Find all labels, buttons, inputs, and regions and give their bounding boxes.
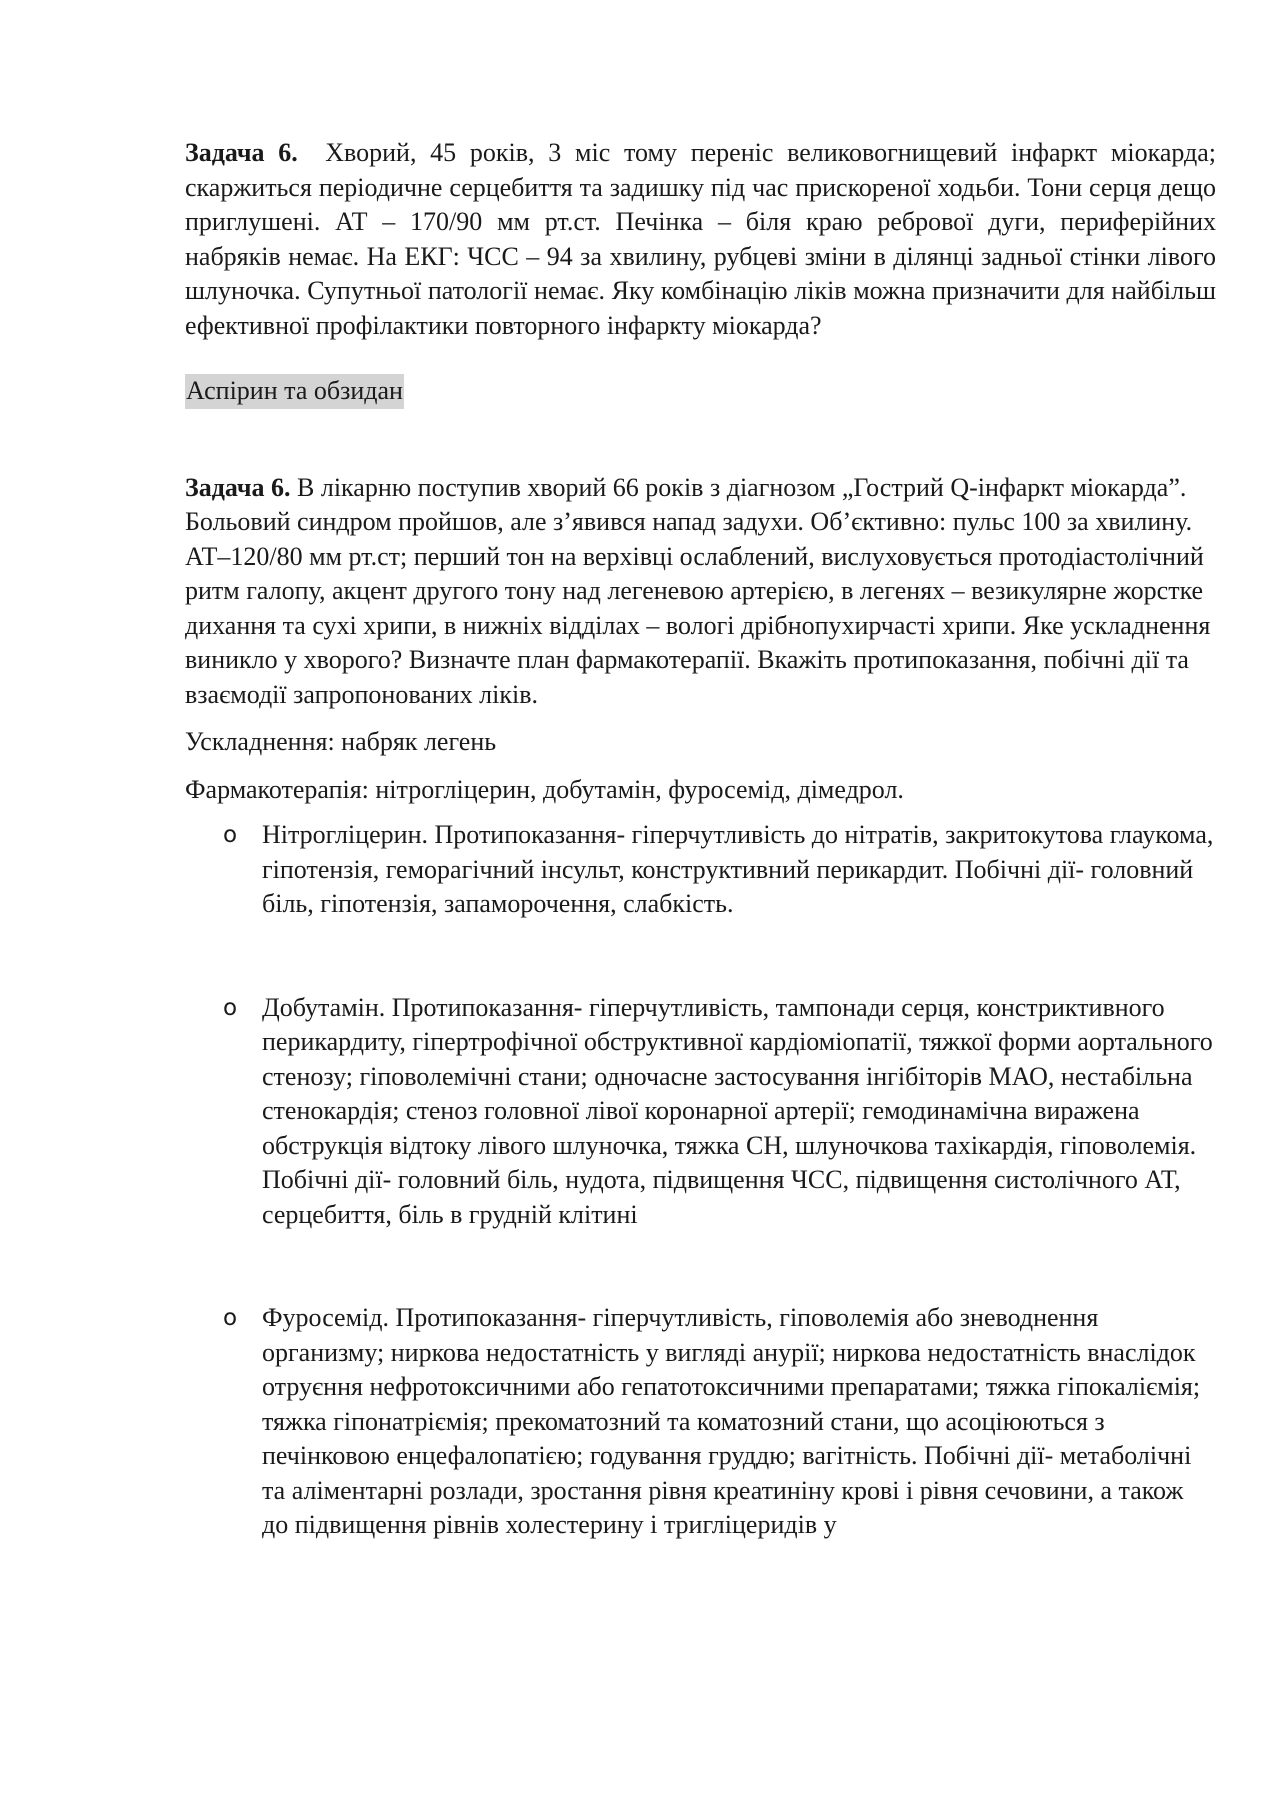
task1-paragraph	[185, 136, 1216, 343]
bullet-icon: o	[223, 994, 238, 1021]
list-item	[185, 991, 1216, 1233]
pharmacotherapy-line: Фармакотерапія: нітрогліцерин, добутамін, фуросемід, дімедрол.	[185, 774, 904, 804]
task2-paragraph	[185, 471, 1216, 713]
complication-line: Ускладнення: набряк легень	[185, 727, 497, 756]
task1-answer-paragraph	[185, 374, 1216, 409]
drug-furosemide-text: Фуросемід. Протипоказання- гіперчутливість, гіповолемія або зневоднення организму; ниркова недостатність у вигляді анурії; ниркова недостатність внаслідок отруєння нефротоксичними або гепатотоксичними препаратами; тяжка гіпокаліємія; тяжка гіпонатріємія; прекоматозний та коматозний стани, що асоціюються з печінковою енцефалопатією; годування груддю; вагітність. Побічні дії- метаболічні та аліментарні розлади, зростання рівня креатиніну крові і рівня сечовини, а також до підвищення рівнів холестерину і тригліцеридів у	[262, 1303, 1201, 1539]
drug-list	[185, 818, 1216, 1543]
list-item	[185, 818, 1216, 922]
task2-text: В лікарню поступив хворий 66 років з діагнозом „Гострий Q-інфаркт міокарда”. Больовий синдром пройшов, але з’явився напад задухи. Об’єктивно: пульс 100 за хвилину. АТ–120/80 мм рт.ст; перший тон на верхівці ослаблений, вислуховується протодіастолічний ритм галопу, акцент другого тону над легеневою артерією, в легенях – везикулярне жорстке дихання та сухі хрипи, в нижніх відділах – вологі дрібнопухирчасті хрипи. Яке ускладнення виникло у хворого? Визначте план фармакотерапії. Вкажіть протипоказання, побічні дії та взаємодії запропонованих ліків.	[185, 472, 1211, 709]
task1-label: Задача 6.	[185, 138, 298, 167]
task1-text: Хворий, 45 років, 3 міс тому переніс великовогнищевий інфаркт міокарда; скаржиться періодичне серцебиття та задишку під час прискореної ходьби. Тони серця дещо приглушені. АТ – 170/90 мм рт.ст. Печінка – біля краю ребрової дуги, периферійних набряків немає. На ЕКГ: ЧСС – 94 за хвилину, рубцеві зміни в ділянці задньої стінки лівого шлуночка. Супутньої патології немає. Яку комбінацію ліків можна призначити для найбільш ефективної профілактики повторного інфаркту міокарда?	[185, 138, 1217, 340]
list-item	[185, 1301, 1216, 1543]
document-page	[185, 136, 1216, 1543]
task2-label: Задача 6.	[185, 472, 291, 502]
task1-answer: Аспірин та обзидан	[185, 374, 404, 409]
bullet-icon: o	[223, 1305, 238, 1331]
bullet-icon: o	[223, 822, 238, 848]
drug-dobutamine-text: Добутамін. Протипоказання- гіперчутливість, тампонади серця, констриктивного перикардиту, гіпертрофічної обструктивної кардіоміопатії, тяжкої форми аортального стенозу; гіповолемічні стани; одночасне застосування інгібіторів МАО, нестабільна стенокардія; стеноз головної лівої коронарної артерії; гемодинамічна виражена обструкція відтоку лівого шлуночка, тяжка СН, шлуночкова тахікардія, гіповолемія. Побічні дії- головний біль, нудота, підвищення ЧСС, підвищення систолічного АТ, серцебиття, біль в грудній клітині	[262, 992, 1213, 1229]
drug-nitroglycerin-text: Нітрогліцерин. Протипоказання- гіперчутливість до нітратів, закритокутова глаукома, гіпотензія, геморагічний інсульт, конструктивний перикардит. Побічні дії- головний біль, гіпотензія, запаморочення, слабкість.	[262, 820, 1214, 918]
